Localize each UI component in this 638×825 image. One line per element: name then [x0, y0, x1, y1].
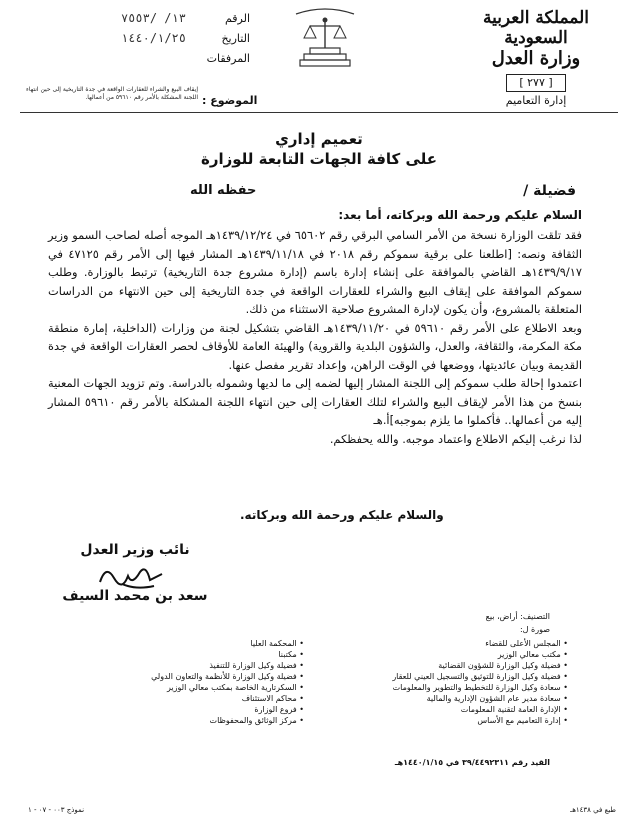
number-label: الرقم: [224, 11, 250, 25]
circular-number-box: [ ٢٧٧ ]: [506, 74, 566, 92]
distribution-list-left: [104, 638, 304, 726]
signatory-name: سعد بن محمد السيف: [62, 588, 208, 604]
list-item: • فروع الوزارة: [104, 704, 304, 715]
number-value: ١٣/ /٧٥٥٣: [120, 11, 186, 25]
list-item: • فضيلة وكيل الوزارة للأنظمة والتعاون الدولي: [104, 671, 304, 682]
copy-to-label: صورة ل:: [519, 625, 550, 634]
header-divider: [20, 112, 618, 113]
list-item: • سعادة مدير عام الشؤون الإدارية والمالية: [328, 693, 568, 704]
body-paragraph-3: اعتمدوا إحالة طلب سموكم إلى اللجنة المشار إليها لضمه إلى ما لديها وشموله بالدراسة. وتم تزويد الجهات المعنية بنسخ من هذا الأمر لإيقاف البيع والشراء لتلك العقارات إلى حين انتهاء اللجنة المشكلة بالأمر رقم ٥٩٦١٠ المشار إليه من أعمالها.. فأكملوا ما يلزم بموجبه]أ.هـ: [48, 376, 582, 427]
circular-title: تعميم إداري: [275, 130, 363, 148]
distribution-list-right: [328, 638, 568, 726]
list-item: • محاكم الاستئناف: [104, 693, 304, 704]
list-item: • فضيلة وكيل الوزارة للشؤون القضائية: [328, 660, 568, 671]
list-item: • السكرتارية الخاصة بمكتب معالي الوزير: [104, 682, 304, 693]
addressee-label: فضيلة /: [523, 183, 576, 199]
attachments-row: [20, 48, 250, 68]
attachments-label: المرفقات: [206, 51, 250, 65]
body-paragraph-1: فقد تلقت الوزارة نسخة من الأمر السامي البرقي رقم ٦٥٦٠٢ في ١٤٣٩/١٢/٢٤هـ الموجه أصله لصاحب السمو وزير الثقافة ونصه: [اطلعنا على برقية سموكم رقم ٢٠١٨ في ١٤٣٩/١١/١٨هـ المشار فيها إلى الأمر رقم ٤٧١٢٥ في ١٤٣٩/٩/١٧هـ القاضي بالموافقة على إنشاء إدارة باسم (إدارة مشروع جدة التاريخية) ترتبط بالوزارة. وطلب سموكم الموافقة على إيقاف البيع والشراء للعقارات الواقعة في جدة التاريخية إلى حين الانتهاء من الدراسات المتعلقة بالمشروع، وأن يكون لإدارة المشروع صلاحية الاستثناء من ذلك.: [48, 228, 583, 316]
letter-body: [48, 226, 582, 448]
subject-text: إيقاف البيع والشراء للعقارات الواقعة في جدة التاريخية إلى حين انتهاء اللجنة المشكلة بالأمر رقم ٥٩٦١٠ من أعمالها.: [26, 86, 198, 101]
date-value: ١٤٤٠/١/٢٥: [120, 31, 186, 45]
reference-number-row: [20, 8, 250, 28]
subject-label: الموضوع :: [202, 94, 258, 107]
date-row: [20, 28, 250, 48]
circular-subtitle: على كافة الجهات التابعة للوزارة: [200, 150, 438, 168]
list-item: • سعادة وكيل الوزارة للتخطيط والتطوير والمعلومات: [328, 682, 568, 693]
list-item: • المجلس الأعلى للقضاء: [328, 638, 568, 649]
record-number: القيد رقم ٣٩/٤٤٩٢٣١١ في ١٤٤٠/١/١٥هـ: [394, 758, 550, 767]
list-item: • مكتبنا: [104, 649, 304, 660]
list-item: • الإدارة العامة لتقنية المعلومات: [328, 704, 568, 715]
body-paragraph-2: وبعد الاطلاع على الأمر رقم ٥٩٦١٠ في ١٤٣٩/١١/٢٠هـ القاضي بتشكيل لجنة من وزارات (الداخلية، إمارة منطقة مكة المكرمة، والثقافة، والعدل، والشؤون البلدية والقروية) والهيئة العامة للأوقاف لحصر العقارات الواقعة في جدة القديمة وبيان عائديتها، ووضعها في الوقت الراهن، وإعداد تقرير مفصل عنها.: [48, 320, 582, 372]
form-number: نموذج ٠٠٣ - ٠٧ - ١: [28, 806, 85, 814]
greeting: السلام عليكم ورحمة الله وبركاته، أما بعد:: [338, 208, 582, 222]
signatory-title: نائب وزير العدل: [80, 542, 190, 558]
kingdom-name: المملكة العربية السعودية: [482, 8, 590, 48]
list-item: • إدارة التعاميم مع الأساس: [328, 715, 568, 726]
list-item: • مكتب معالي الوزير: [328, 649, 568, 660]
date-label: التاريخ: [221, 31, 250, 45]
reference-block: [20, 8, 250, 68]
list-item: • فضيلة وكيل الوزارة للتوثيق والتسجيل العيني للعقار: [328, 671, 568, 682]
letterhead-block: [456, 8, 616, 107]
printed-year: طبع في ١٤٣٨هـ: [570, 806, 616, 814]
ministry-name: وزارة العدل: [491, 48, 581, 69]
list-item: • مركز الوثائق والمحفوظات: [104, 715, 304, 726]
closing-regards: والسلام عليكم ورحمة الله وبركاته.: [240, 508, 444, 522]
ministry-emblem-icon: [290, 4, 360, 72]
list-item: • المحكمة العليا: [104, 638, 304, 649]
department-name: إدارة التعاميم: [505, 94, 567, 107]
honorific: حفظه الله: [190, 183, 257, 198]
list-item: • فضيلة وكيل الوزارة للتنفيذ: [104, 660, 304, 671]
classification: التصنيف: أراض، بيع: [485, 612, 550, 621]
body-paragraph-4: لذا نرغب إليكم الاطلاع واعتماد موجبه. والله يحفظكم.: [329, 431, 582, 446]
